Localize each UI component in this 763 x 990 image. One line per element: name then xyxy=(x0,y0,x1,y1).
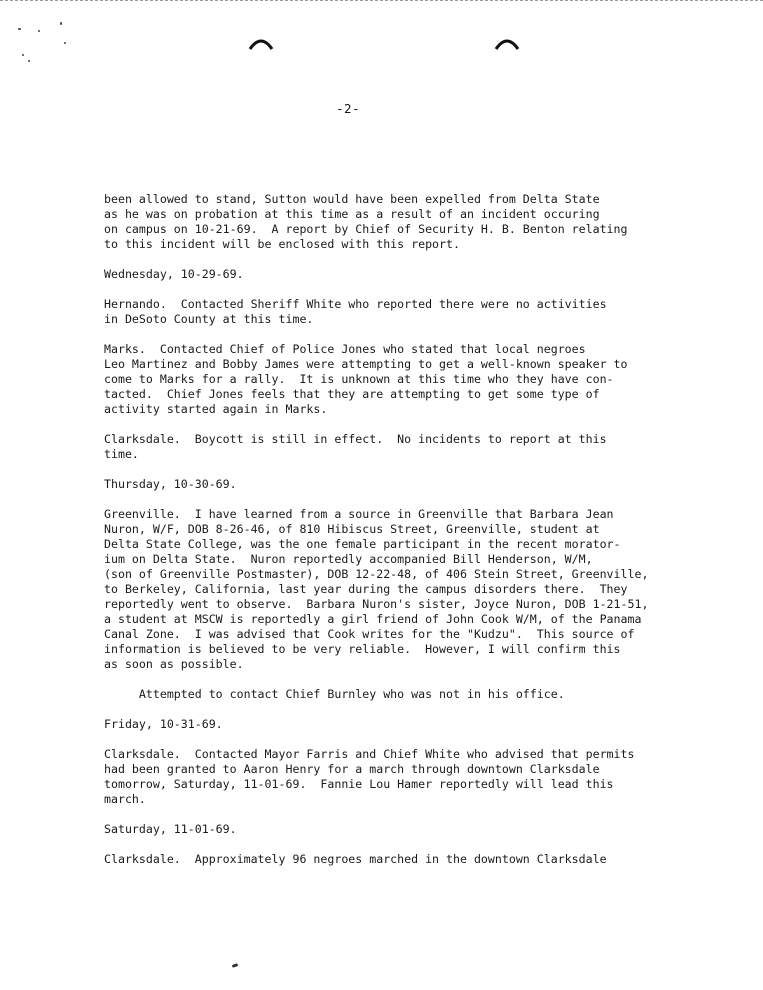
text-line: Delta State College, was the one female participant in the recent morator- xyxy=(104,537,621,551)
text-line: Clarksdale. Boycott is still in effect. No incidents to report at this xyxy=(104,432,607,446)
text-line: Saturday, 11-01-69. xyxy=(104,822,237,836)
scan-speck xyxy=(18,28,21,30)
paragraph xyxy=(104,297,694,327)
text-line: Attempted to contact Chief Burnley who was not in his office. xyxy=(104,687,565,701)
paragraph-gap xyxy=(104,417,694,432)
paragraph xyxy=(104,342,694,417)
text-line: in DeSoto County at this time. xyxy=(104,312,314,326)
text-line: tomorrow, Saturday, 11-01-69. Fannie Lou Hamer reportedly will lead this xyxy=(104,777,614,791)
text-line: Greenville. I have learned from a source in Greenville that Barbara Jean xyxy=(104,507,614,521)
scan-speck xyxy=(38,30,40,32)
text-line: Friday, 10-31-69. xyxy=(104,717,223,731)
paragraph xyxy=(104,687,694,702)
document-body xyxy=(104,192,694,867)
text-line: to Berkeley, California, last year during the campus disorders there. They xyxy=(104,582,628,596)
text-line: Thursday, 10-30-69. xyxy=(104,477,237,491)
paragraph-gap xyxy=(104,462,694,477)
paragraph xyxy=(104,477,694,492)
text-line: Leo Martinez and Bobby James were attempting to get a well-known speaker to xyxy=(104,357,628,371)
text-line: to this incident will be enclosed with this report. xyxy=(104,237,460,251)
text-line: Nuron, W/F, DOB 8-26-46, of 810 Hibiscus Street, Greenville, student at xyxy=(104,522,600,536)
text-line: Canal Zone. I was advised that Cook writes for the "Kudzu". This source of xyxy=(104,627,635,641)
paragraph xyxy=(104,822,694,837)
text-line: Clarksdale. Approximately 96 negroes marched in the downtown Clarksdale xyxy=(104,852,607,866)
paragraph-gap xyxy=(104,702,694,717)
paragraph xyxy=(104,717,694,732)
text-line: a student at MSCW is reportedly a girl friend of John Cook W/M, of the Panama xyxy=(104,612,642,626)
text-line: activity started again in Marks. xyxy=(104,402,328,416)
paragraph xyxy=(104,267,694,282)
scan-speck xyxy=(60,22,62,25)
paragraph xyxy=(104,747,694,807)
paragraph xyxy=(104,192,694,252)
text-line: Wednesday, 10-29-69. xyxy=(104,267,244,281)
page-top-edge xyxy=(0,0,763,1)
text-line: as soon as possible. xyxy=(104,657,244,671)
text-line: come to Marks for a rally. It is unknown at this time who they have con- xyxy=(104,372,614,386)
page-number: -2- xyxy=(336,101,361,116)
text-line: ium on Delta State. Nuron reportedly accompanied Bill Henderson, W/M, xyxy=(104,552,593,566)
text-line: march. xyxy=(104,792,146,806)
paragraph xyxy=(104,852,694,867)
paragraph-gap xyxy=(104,807,694,822)
paragraph xyxy=(104,432,694,462)
text-line: reportedly went to observe. Barbara Nuron's sister, Joyce Nuron, DOB 1-21-51, xyxy=(104,597,649,611)
binder-punch-mark-icon xyxy=(494,36,520,50)
paragraph-gap xyxy=(104,672,694,687)
text-line: Clarksdale. Contacted Mayor Farris and Chief White who advised that permits xyxy=(104,747,635,761)
paragraph-gap xyxy=(104,837,694,852)
paragraph-gap xyxy=(104,327,694,342)
text-line: Hernando. Contacted Sheriff White who reported there were no activities xyxy=(104,297,607,311)
scan-speck xyxy=(64,42,66,44)
text-line: tacted. Chief Jones feels that they are attempting to get some type of xyxy=(104,387,600,401)
paragraph-gap xyxy=(104,492,694,507)
text-line: had been granted to Aaron Henry for a march through downtown Clarksdale xyxy=(104,762,600,776)
text-line: as he was on probation at this time as a result of an incident occuring xyxy=(104,207,600,221)
text-line: (son of Greenville Postmaster), DOB 12-22-48, of 406 Stein Street, Greenville, xyxy=(104,567,649,581)
paragraph-gap xyxy=(104,252,694,267)
paragraph xyxy=(104,507,694,672)
text-line: Marks. Contacted Chief of Police Jones who stated that local negroes xyxy=(104,342,586,356)
text-line: time. xyxy=(104,447,139,461)
paragraph-gap xyxy=(104,282,694,297)
scan-speck xyxy=(22,54,24,56)
scan-speck xyxy=(28,60,30,62)
text-line: on campus on 10-21-69. A report by Chief of Security H. B. Benton relating xyxy=(104,222,628,236)
binder-punch-mark-icon xyxy=(248,36,274,50)
ink-mark xyxy=(232,963,239,968)
text-line: information is believed to be very reliable. However, I will confirm this xyxy=(104,642,621,656)
paragraph-gap xyxy=(104,732,694,747)
text-line: been allowed to stand, Sutton would have been expelled from Delta State xyxy=(104,192,600,206)
